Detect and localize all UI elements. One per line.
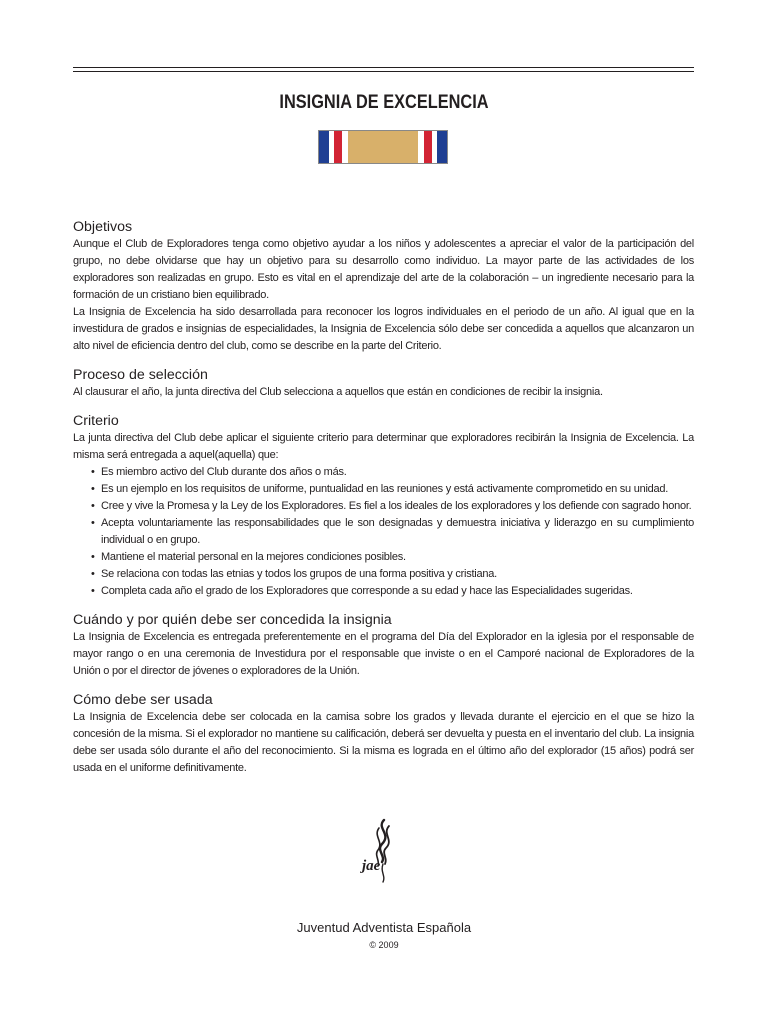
section-title: Cómo debe ser usada	[73, 692, 213, 708]
excellence-ribbon-image	[318, 130, 448, 164]
ribbon-stripe	[334, 131, 342, 163]
criteria-item: • Mantiene el material personal en la mejores condiciones posibles.	[91, 549, 694, 566]
criteria-item: • Es miembro activo del Club durante dos años o más.	[91, 464, 694, 481]
top-rule-1	[73, 67, 694, 68]
document-body	[73, 218, 694, 788]
section-title: Proceso de selección	[73, 367, 208, 383]
copyright-notice: © 2009	[369, 940, 399, 950]
section-title: Objetivos	[73, 219, 133, 235]
section	[73, 691, 694, 777]
ribbon-stripe	[348, 131, 383, 163]
section-title: Cuándo y por quién debe ser concedida la insignia	[73, 612, 392, 628]
section	[73, 412, 694, 600]
organization-name: Juventud Adventista Española	[296, 920, 472, 935]
ribbon-stripe	[383, 131, 418, 163]
section-paragraph: La Insignia de Excelencia debe ser colocada en la camisa sobre los grados y llevada durante el ejercicio en el que se hizo la concesión de la misma. Si el explorador no mantiene su calificación, deberá ser devuelta y puesta en el inventario del club. La insignia debe ser usada sólo durante el año del reconocimiento. Si la misma es lograda en el último año del explorador (15 años) podrá ser usada en el uniforme definitivamente.	[73, 711, 694, 774]
section-paragraph: La Insignia de Excelencia es entregada preferentemente en el programa del Día del Explorador en la iglesia por el responsable de mayor rango o en una ceremonia de Investidura por el responsable que inviste o en el Camporé nacional de Exploradores de la Unión o por el director de jóvenes o exploradores de la Unión.	[73, 631, 694, 677]
section-title: Criterio	[73, 413, 119, 429]
section-paragraph: Al clausurar el año, la junta directiva del Club selecciona a aquellos que están en condiciones de recibir la insignia.	[73, 386, 603, 398]
section-paragraph: La junta directiva del Club debe aplicar el siguiente criterio para determinar que exploradores recibirán la Insignia de Excelencia. La misma será entregada a aquel(aquella) que:	[73, 432, 694, 461]
ribbon-stripe	[424, 131, 432, 163]
section	[73, 366, 694, 401]
criteria-item: • Completa cada año el grado de los Exploradores que corresponde a su edad y hace las Especialidades sugeridas.	[91, 583, 694, 600]
section	[73, 611, 694, 680]
criteria-item: • Cree y vive la Promesa y la Ley de los Exploradores. Es fiel a los ideales de los exploradores y los defiende con sagrado honor.	[91, 498, 694, 515]
page-title: INSIGNIA DE EXCELENCIA	[279, 92, 489, 113]
jae-flame-logo	[358, 818, 408, 884]
ribbon-stripe	[319, 131, 329, 163]
criteria-list	[73, 464, 694, 600]
section	[73, 218, 694, 355]
top-rule-2	[73, 71, 694, 72]
criteria-item: • Se relaciona con todas las etnias y todos los grupos de una forma positiva y cristiana.	[91, 566, 694, 583]
logo-lettering: jae	[362, 858, 381, 874]
section-paragraph: La Insignia de Excelencia ha sido desarrollada para reconocer los logros individuales en el periodo de un año. Al igual que en la investidura de grados e insignias de especialidades, la Insignia de Excelencia sólo debe ser concedida a aquellos que alcanzaron un alto nivel de eficiencia dentro del club, como se describe en la parte del Criterio.	[73, 306, 694, 352]
criteria-item: • Acepta voluntariamente las responsabilidades que le son designadas y demuestra iniciativa y liderazgo en su cumplimiento individual o en grupo.	[91, 515, 694, 549]
section-paragraph: Aunque el Club de Exploradores tenga como objetivo ayudar a los niños y adolescentes a apreciar el valor de la participación del grupo, no debe olvidarse que hay un objetivo para su desarrollo como individuo. La mayor parte de las actividades de los exploradores son realizadas en grupo. Esto es vital en el aprendizaje del arte de la colaboración – un ingrediente necesario para la formación de un cristiano bien equilibrado.	[73, 238, 694, 301]
ribbon-stripe	[437, 131, 447, 163]
criteria-item: • Es un ejemplo en los requisitos de uniforme, puntualidad en las reuniones y está activamente comprometido en su unidad.	[91, 481, 694, 498]
